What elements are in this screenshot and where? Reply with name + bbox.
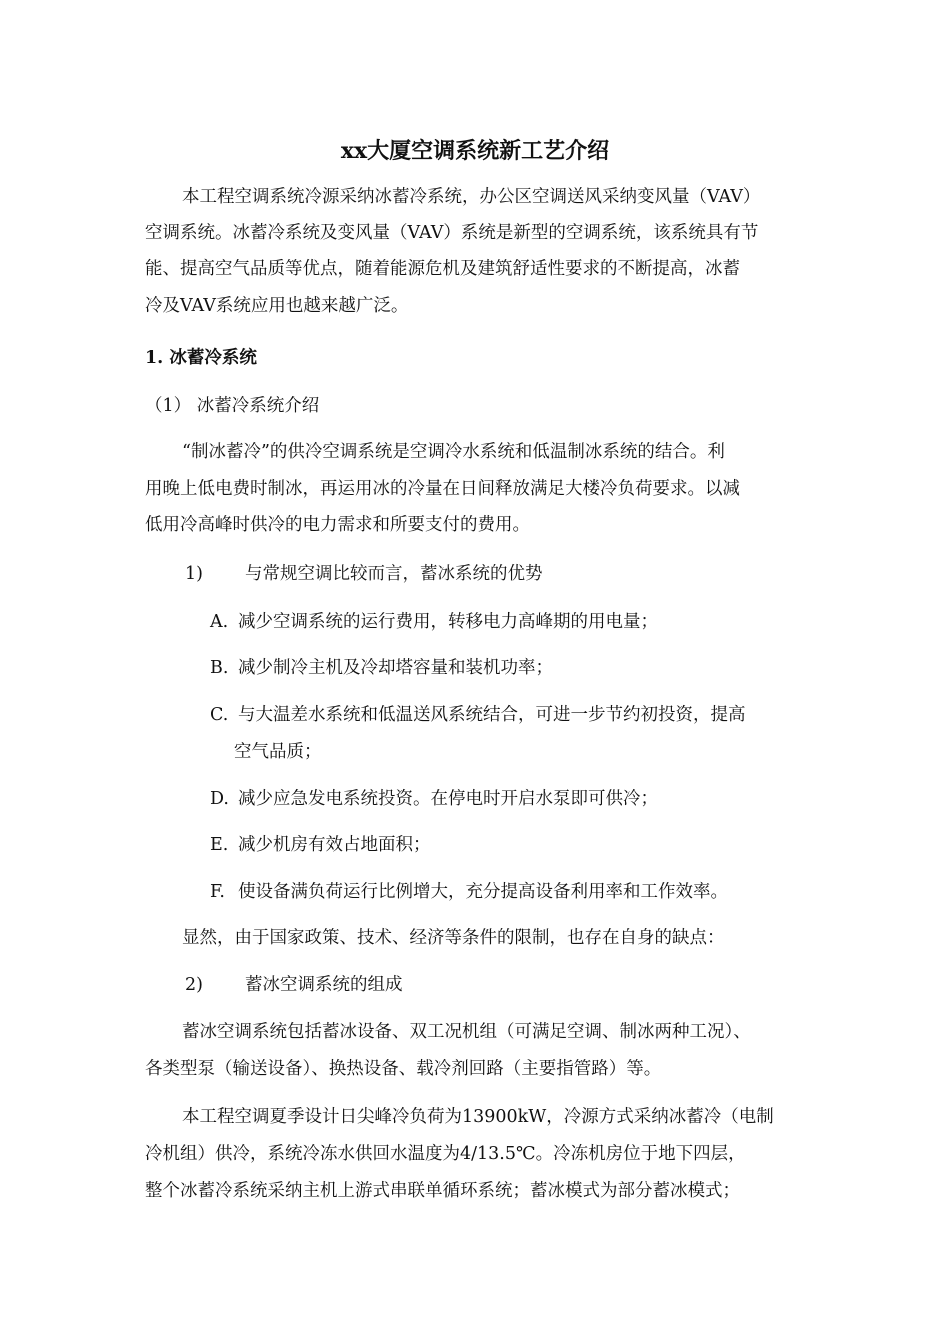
body-line: 蓄冰空调系统包括蓄冰设备、双工况机组（可满足空调、制冰两种工况）、 <box>182 1022 751 1042</box>
list-letter: F. <box>210 882 225 902</box>
body-line: 本工程空调夏季设计日尖峰冷负荷为13900kW，冷源方式采纳冰蓄冷（电制 <box>182 1107 774 1127</box>
body-line: “制冰蓄冷”的供冷空调系统是空调冷水系统和低温制冰系统的结合。利 <box>182 442 725 462</box>
body-line: 显然，由于国家政策、技术、经济等条件的限制，也存在自身的缺点： <box>182 928 725 948</box>
list-item-heading: 与常规空调比较而言，蓄冰系统的优势 <box>245 564 543 584</box>
list-letter: E. <box>210 835 229 855</box>
list-item: 与大温差水系统和低温送风系统结合，可进一步节约初投资，提高 <box>238 705 746 725</box>
body-line: 冷机组）供冷，系统冷冻水供回水温度为4/13.5℃。冷冻机房位于地下四层， <box>145 1144 746 1164</box>
intro-line: 本工程空调系统冷源采纳冰蓄冷系统，办公区空调送风采纳变风量（VAV） <box>182 187 761 207</box>
list-letter: B. <box>210 658 229 678</box>
list-item: 减少应急发电系统投资。在停电时开启水泵即可供冷； <box>238 789 658 809</box>
list-letter: A. <box>210 612 229 632</box>
list-item-continuation: 空气品质； <box>234 742 322 762</box>
body-line: 整个冰蓄冷系统采纳主机上游式串联单循环系统；蓄冰模式为部分蓄冰模式； <box>145 1181 740 1201</box>
subsection-heading: （1） 冰蓄冷系统介绍 <box>145 396 320 416</box>
list-number: 1) <box>185 564 203 584</box>
list-item: 减少机房有效占地面积； <box>238 835 431 855</box>
intro-line: 空调系统。冰蓄冷系统及变风量（VAV）系统是新型的空调系统，该系统具有节 <box>145 223 759 243</box>
intro-line: 能、提高空气品质等优点，随着能源危机及建筑舒适性要求的不断提高，冰蓄 <box>145 259 740 279</box>
document-title: xx大厦空调系统新工艺介绍 <box>340 138 610 164</box>
list-item: 使设备满负荷运行比例增大，充分提高设备利用率和工作效率。 <box>238 882 728 902</box>
body-line: 低用冷高峰时供冷的电力需求和所要支付的费用。 <box>145 515 530 535</box>
list-letter: C. <box>210 705 229 725</box>
list-letter: D. <box>210 789 229 809</box>
list-item: 减少空调系统的运行费用，转移电力高峰期的用电量； <box>238 612 658 632</box>
list-item-heading: 蓄冰空调系统的组成 <box>245 975 403 995</box>
section-heading: 1. 冰蓄冷系统 <box>145 348 257 368</box>
intro-line: 冷及VAV系统应用也越来越广泛。 <box>145 296 409 316</box>
list-item: 减少制冷主机及冷却塔容量和装机功率； <box>238 658 553 678</box>
body-line: 用晚上低电费时制冰，再运用冰的冷量在日间释放满足大楼冷负荷要求。以减 <box>145 479 740 499</box>
list-number: 2) <box>185 975 203 995</box>
body-line: 各类型泵（输送设备）、换热设备、载冷剂回路（主要指管路）等。 <box>145 1059 662 1079</box>
